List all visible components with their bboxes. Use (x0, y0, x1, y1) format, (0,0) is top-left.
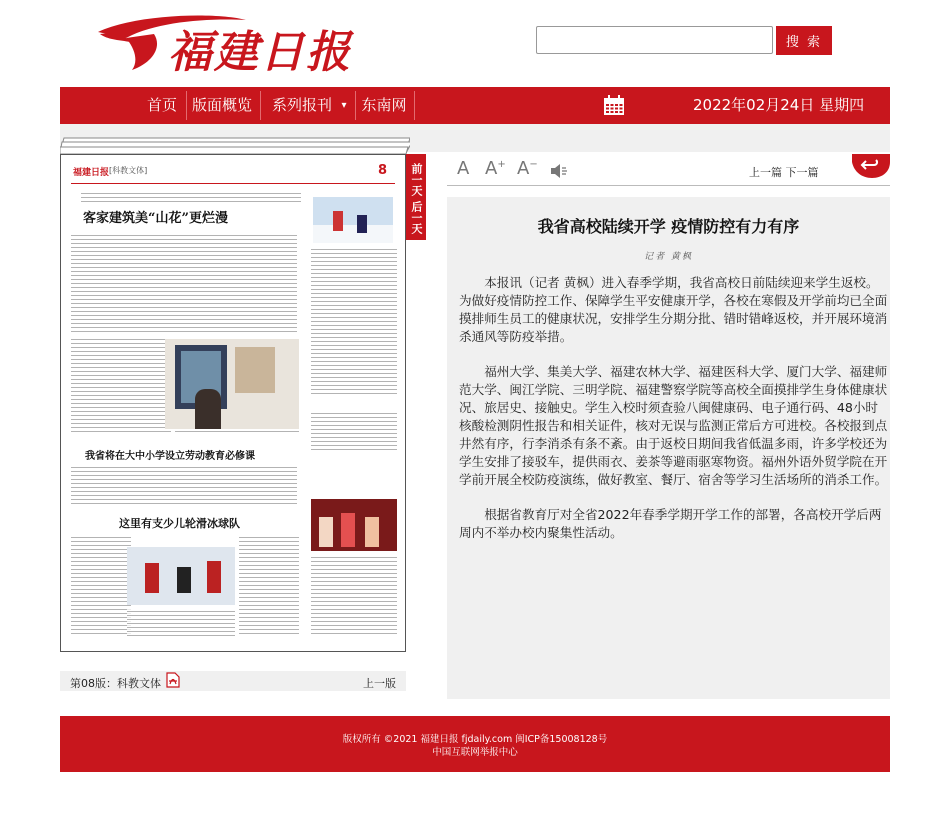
page-label: 第08版：科教文体 (70, 677, 161, 690)
paper-text-block (311, 247, 397, 397)
paper-text-block (127, 609, 235, 637)
copyright-text[interactable]: 版权所有 ©2021 福建日报 fjdaily.com 闽ICP备15008128号 (342, 734, 608, 745)
paper-text-block (71, 337, 171, 432)
speaker-icon[interactable] (550, 163, 568, 179)
paper-masthead: 福建日报 (73, 168, 110, 178)
nav-item-southeast[interactable]: 东南网 (361, 96, 407, 114)
nav-divider (414, 91, 415, 120)
paper-headline[interactable]: 这里有支少儿轮滑冰球队 (119, 517, 240, 530)
font-smaller-letter: A (517, 158, 530, 179)
nav-divider (355, 91, 356, 120)
paper-text-block (71, 233, 297, 333)
newspaper-page-image[interactable] (60, 154, 406, 652)
current-date: 2022年02月24日 星期四 (693, 96, 865, 114)
article-paragraph: 本报讯（记者 黄枫）进入春季学期，我省高校日前陆续迎来学生返校。为做好疫情防控工作、保障学生平安健康开学，各校在寒假及开学前均已全面摸排师生员工的健康状况，安排学生分期分批、错时错峰返校，并开展环境消杀通风等防疫举措。 (459, 275, 888, 344)
paper-text-block (311, 411, 397, 451)
prev-next-article-links[interactable]: 上一篇 下一篇 (749, 166, 819, 179)
nav-item-overview[interactable]: 版面概览 (191, 96, 252, 114)
article-toolbar (447, 156, 890, 186)
font-larger-sign: + (497, 159, 506, 170)
paper-text-block (81, 191, 301, 203)
day-nav-tab (406, 154, 426, 240)
paper-text-block (71, 535, 131, 635)
font-larger-letter: A (485, 158, 498, 179)
page-footer-bar (60, 671, 406, 691)
nav-item-series[interactable]: 系列报刊 (271, 96, 332, 114)
nav-item-home[interactable]: 首页 (146, 96, 177, 114)
paper-stack-decoration (60, 132, 410, 154)
paper-section-tag: [科教文体] (109, 166, 148, 175)
paper-text-block (239, 535, 299, 635)
search-input[interactable] (536, 26, 773, 54)
site-footer (60, 716, 890, 772)
paper-header (71, 165, 395, 183)
back-icon[interactable] (852, 152, 890, 178)
prev-day-link[interactable]: 前一天 (410, 162, 423, 196)
article-panel (447, 197, 890, 699)
calendar-icon[interactable] (603, 95, 625, 116)
paper-rule (71, 183, 395, 184)
paper-photo-hockey[interactable] (127, 547, 235, 605)
article-title: 我省高校陆续开学 疫情防控有力有序 (537, 217, 800, 236)
paper-text-block (71, 465, 297, 505)
chevron-down-icon[interactable]: ▾ (341, 100, 347, 111)
font-larger-button[interactable] (485, 158, 506, 179)
font-smaller-button[interactable] (517, 158, 538, 179)
paper-text-block (311, 555, 397, 635)
nav-divider (186, 91, 187, 120)
main-nav (60, 87, 890, 124)
next-day-link[interactable]: 后一天 (410, 200, 423, 234)
pdf-icon[interactable] (166, 672, 180, 688)
paper-photo-ski[interactable] (313, 197, 393, 243)
paper-page-number: 8 (377, 163, 387, 178)
article-paragraph: 根据省教育厅对全省2022年春季学期开学工作的部署，各高校开学后两周内不举办校内聚集性活动。 (459, 507, 882, 540)
font-smaller-sign: − (529, 159, 538, 170)
article-body (459, 274, 888, 559)
prev-page-link[interactable]: 上一版 (363, 677, 396, 690)
article-paragraph: 福州大学、集美大学、福建农林大学、福建医科大学、厦门大学、福建师范大学、闽江学院、三明学院、福建警察学院等高校全面摸排学生身体健康状况、旅居史、接触史。学生入校时须查验八闽健康码、电子通行码、48小时核酸检测阴性报告和相关证件，核对无误与监测正常后方可进校。各校报到点井然有序，行李消杀有条不紊。由于返校日期间我省低温多雨，许多学校还为学生安排了接驳车，提供雨衣、姜茶等避雨驱寒物资。福州外语外贸学院在开学前开展全校防疫演练，做好教室、餐厅、宿舍等学习生活场所的消杀工作。 (459, 364, 888, 487)
nav-divider (260, 91, 261, 120)
article-author: 记者 黄枫 (644, 252, 693, 262)
paper-headline[interactable]: 我省将在大中小学设立劳动教育必修课 (85, 451, 255, 462)
logo-text[interactable]: 福建日报 (168, 27, 352, 78)
report-center-link[interactable]: 中国互联网举报中心 (432, 747, 518, 758)
paper-photo-performance[interactable] (311, 499, 397, 551)
search-button[interactable]: 搜 索 (776, 26, 832, 55)
paper-photo-gallery[interactable] (165, 339, 299, 429)
paper-headline[interactable]: 客家建筑美“山花”更烂漫 (83, 211, 228, 226)
font-normal-button[interactable]: A (457, 158, 470, 179)
